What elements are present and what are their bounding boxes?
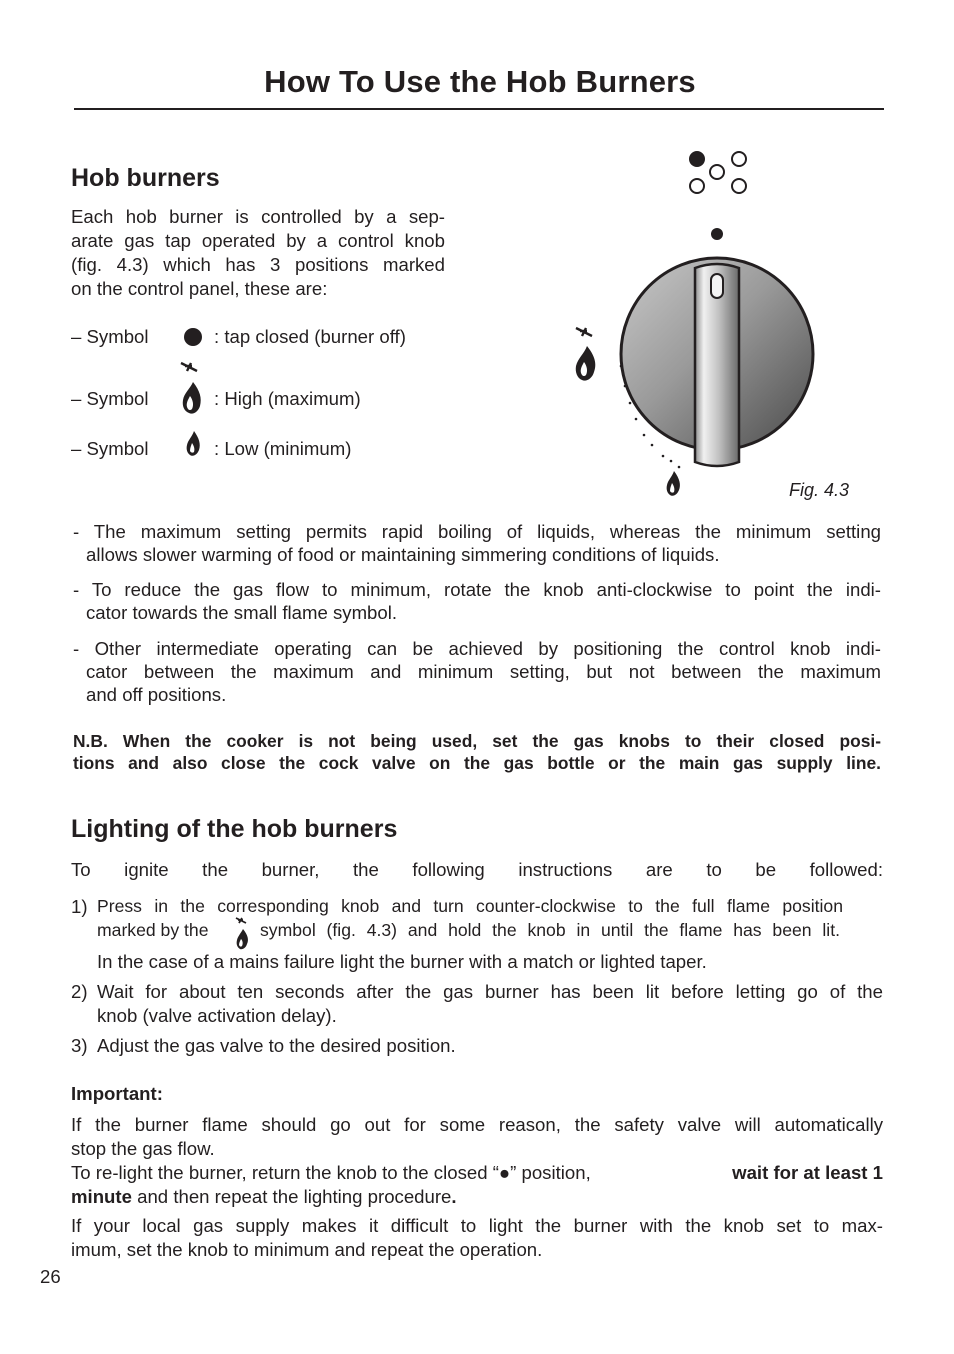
step-3-line: Adjust the gas valve to the desired position. [97, 1035, 456, 1056]
nb-line: N.B. When the cooker is not being used, set the gas knobs to their closed posi- [73, 731, 881, 751]
intro-line: Each hob burner is controlled by a sep- [71, 206, 445, 227]
relight-bold: minute [71, 1186, 132, 1207]
bullet-intermediate [73, 637, 881, 706]
bullet-line: cator between the maximum and minimum setting, but not between the maximum [86, 661, 881, 682]
filled-circle-icon [183, 327, 205, 349]
knob-large-flame-icon [576, 328, 596, 381]
important-line: If your local gas supply makes it difficult to light the burner with the knob set to max- [71, 1215, 883, 1236]
intro-line: on the control panel, these are: [71, 278, 328, 299]
bullet-line: allows slower warming of food or maintaining simmering conditions of liquids. [86, 544, 720, 565]
important-line: imum, set the knob to minimum and repeat the operation. [71, 1239, 543, 1260]
step-1-number: 1) [71, 896, 88, 917]
relight-period: . [451, 1186, 457, 1207]
important-line: stop the gas flow. [71, 1138, 215, 1159]
step-1-mains-failure: In the case of a mains failure light the burner with a match or lighted taper. [97, 951, 707, 972]
figure-caption: Fig. 4.3 [789, 480, 850, 500]
intro-line: arate gas tap operated by a control knob [71, 230, 445, 251]
section-heading-hob-burners: Hob burners [71, 164, 220, 192]
large-flame-spark-icon [178, 360, 206, 418]
knob-small-flame-icon [667, 471, 680, 496]
nb-line: tions and also close the cock valve on the gas bottle or the main gas supply line. [73, 753, 881, 773]
step-2-line: knob (valve activation delay). [97, 1005, 337, 1026]
bullet-reduce-flow [73, 578, 881, 624]
symbol-low-desc: : Low (minimum) [214, 438, 352, 459]
symbol-high-desc: : High (maximum) [214, 388, 361, 409]
relight-bold: wait for at least 1 [732, 1162, 883, 1183]
title-rule [74, 108, 884, 110]
bullet-max-setting [73, 520, 881, 566]
hob-burners-intro [71, 205, 445, 301]
symbol-high-label: – Symbol [71, 388, 149, 409]
important-paragraph-3 [71, 1214, 883, 1262]
nb-warning [73, 730, 881, 774]
lighting-intro: To ignite the burner, the following instructions are to be followed: [71, 859, 883, 880]
important-paragraph-1 [71, 1113, 883, 1161]
step-2-line: Wait for about ten seconds after the gas burner has been lit before letting go of the [97, 981, 883, 1002]
intro-line: (fig. 4.3) which has 3 positions marked [71, 254, 445, 275]
step-2-number: 2) [71, 981, 88, 1002]
symbol-off-label: – Symbol [71, 326, 149, 347]
important-paragraph-2 [71, 1161, 883, 1209]
bullet-first-line: - Other intermediate operating can be achieved by positioning the control knob indi- [73, 638, 881, 659]
inline-flame-spark-icon [233, 916, 253, 952]
step-1-line: Press in the corresponding knob and turn counter-clockwise to the full flame position [97, 896, 843, 916]
step-3-number: 3) [71, 1035, 88, 1056]
symbol-low-label: – Symbol [71, 438, 149, 459]
bullet-first-line: - The maximum setting permits rapid boiling of liquids, whereas the minimum setting [73, 521, 881, 542]
control-knob-figure [570, 140, 830, 510]
important-line: If the burner flame should go out for some reason, the safety valve will automatically [71, 1114, 883, 1135]
page-number: 26 [40, 1266, 61, 1287]
closed-symbol: ● [498, 1162, 511, 1183]
step-1-line-b: symbol (fig. 4.3) and hold the knob in until the flame has been lit. [260, 920, 840, 940]
bullet-line: and off positions. [86, 684, 227, 705]
relight-text: ” position, [510, 1162, 591, 1183]
off-position-dot [711, 228, 723, 240]
page-title: How To Use the Hob Burners [264, 64, 696, 99]
section-heading-lighting: Lighting of the hob burners [71, 815, 398, 843]
small-flame-icon [185, 430, 203, 460]
symbol-off-desc: : tap closed (burner off) [214, 326, 406, 347]
relight-text: and then repeat the lighting procedure [137, 1186, 452, 1207]
bullet-first-line: - To reduce the gas flow to minimum, rotate the knob anti-clockwise to point the indi- [73, 579, 881, 600]
relight-text: To re-light the burner, return the knob to the closed “ [71, 1162, 499, 1183]
step-1-line-a: marked by the [97, 920, 209, 940]
important-heading: Important: [71, 1083, 163, 1104]
bullet-line: cator towards the small flame symbol. [86, 602, 398, 623]
burner-layout-icon [689, 151, 746, 193]
